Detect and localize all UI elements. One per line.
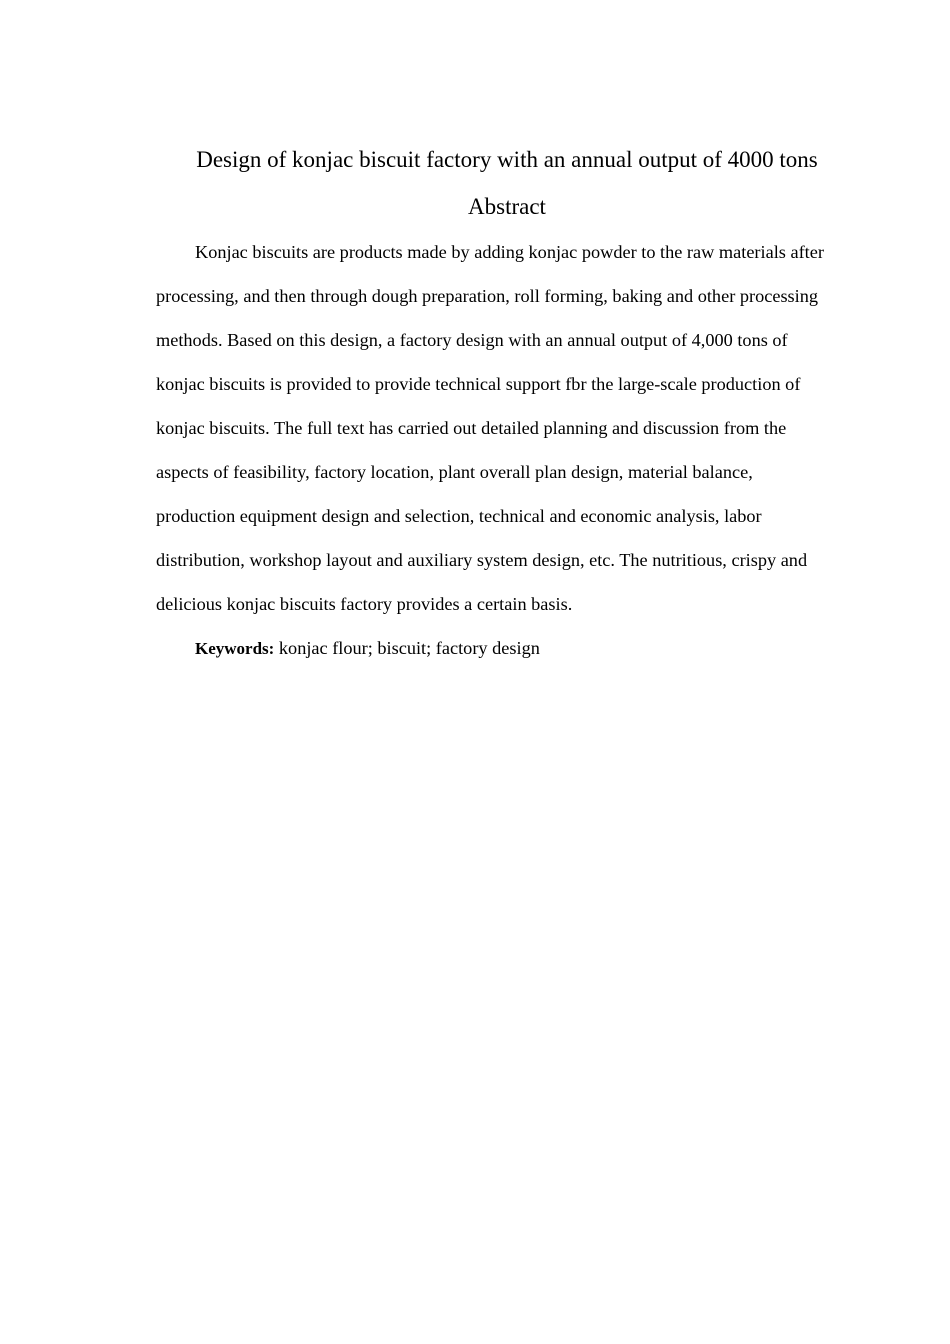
- abstract-line: aspects of feasibility, factory location, plant overall plan design, material balance,: [156, 462, 753, 482]
- abstract-line: delicious konjac biscuits factory provides a certain basis.: [156, 594, 573, 614]
- document-title: Design of konjac biscuit factory with an annual output of 4000 tons: [196, 147, 818, 172]
- abstract-line: production equipment design and selection, technical and economic analysis, labor: [156, 506, 762, 526]
- abstract-line: Konjac biscuits are products made by adding konjac powder to the raw materials after: [195, 242, 824, 262]
- abstract-heading: Abstract: [468, 194, 546, 219]
- abstract-line: methods. Based on this design, a factory design with an annual output of 4,000 tons of: [156, 330, 788, 350]
- abstract-line: distribution, workshop layout and auxiliary system design, etc. The nutritious, crispy and: [156, 550, 808, 570]
- keywords-label: Keywords:: [195, 639, 275, 658]
- abstract-paragraph: [156, 230, 860, 626]
- abstract-line: konjac biscuits is provided to provide technical support fbr the large-scale production of: [156, 374, 801, 394]
- abstract-line: konjac biscuits. The full text has carried out detailed planning and discussion from the: [156, 418, 787, 438]
- keywords-line: [195, 626, 540, 670]
- keywords-text: konjac flour; biscuit; factory design: [278, 638, 540, 658]
- abstract-line: processing, and then through dough preparation, roll forming, baking and other processing: [156, 286, 819, 306]
